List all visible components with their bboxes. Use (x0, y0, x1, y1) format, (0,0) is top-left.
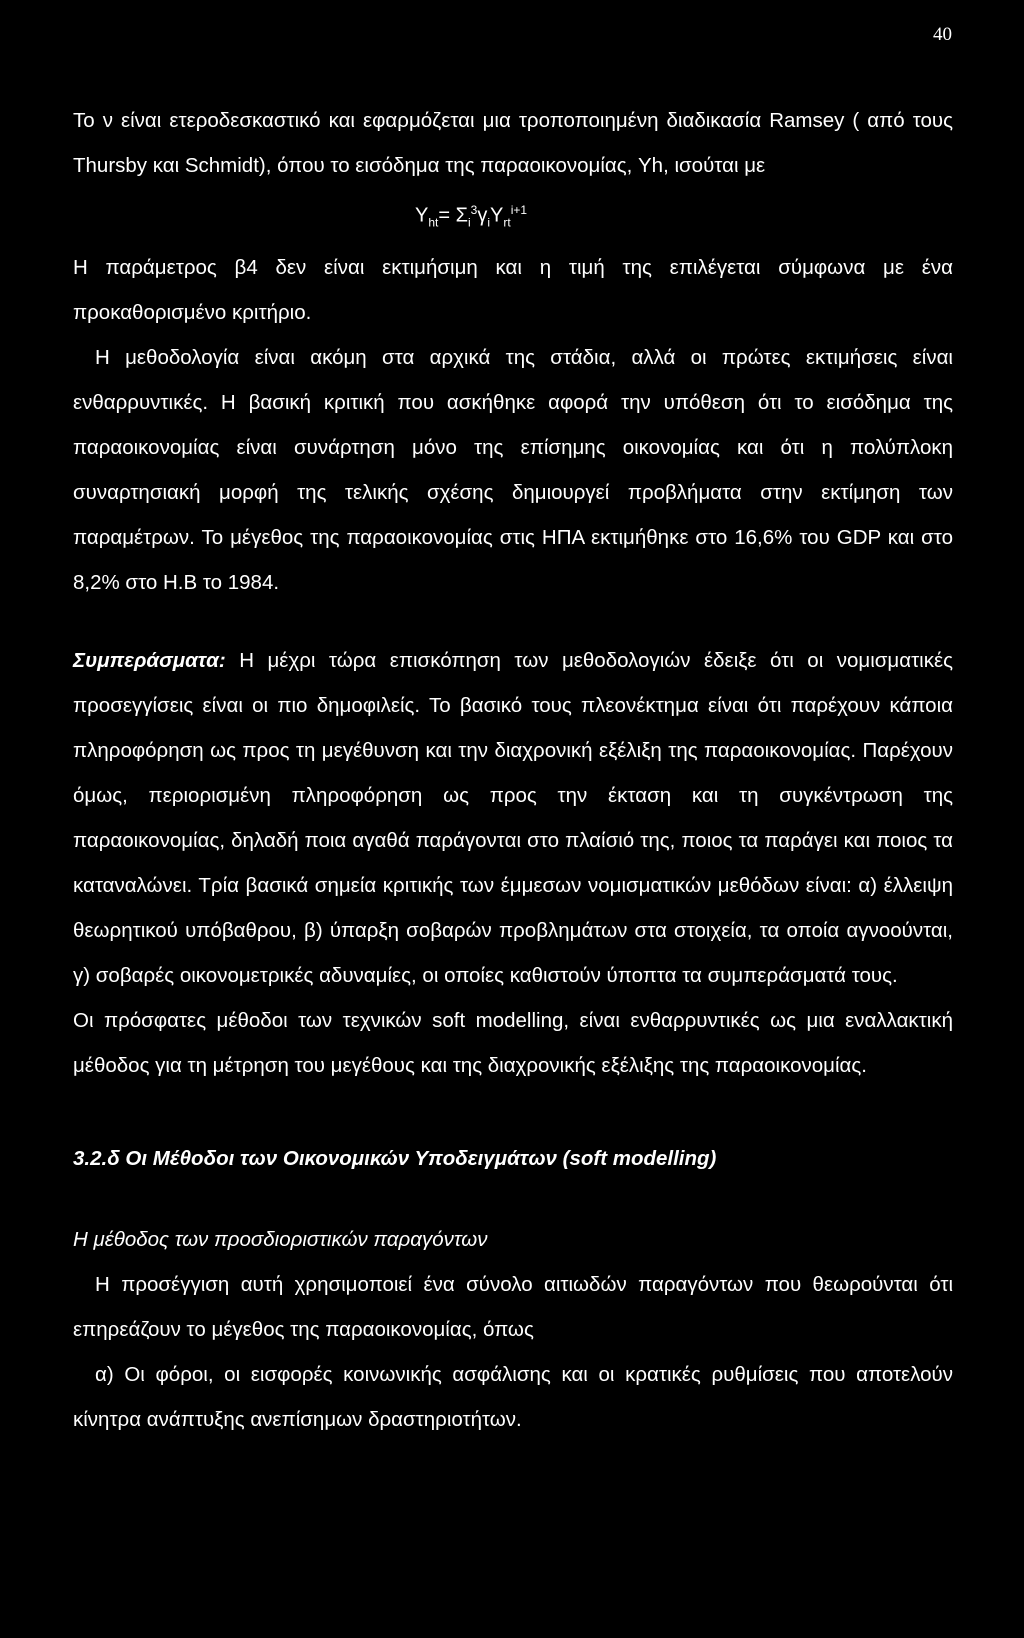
determinants-paragraph: Η προσέγγιση αυτή χρησιμοποιεί ένα σύνολο αιτιωδών παραγόντων που θεωρούνται ότι επηρεάζουν το μέγεθος της παραοικονομίας, όπως (73, 1272, 953, 1341)
spacer (73, 1181, 953, 1217)
page-content (73, 98, 953, 1442)
spacer (73, 1088, 953, 1136)
conclusions-text: Η μέχρι τώρα επισκόπηση των μεθοδολογιών έδειξε ότι οι νομισματικές προσεγγίσεις είναι οι πιο δημοφιλείς. Το βασικό τους πλεονέκτημα είναι ότι παρέχουν κάποια πληροφόρηση ως προς τη μεγέθυνση και την διαχρονική εξέλιξη της παραοικονομίας. Παρέχουν όμως, περιορισμένη πληροφόρηση ως προς την έκταση και τη συγκέντρωση της παραοικονομίας, δηλαδή ποια αγαθά παράγονται στο πλαίσιό της, ποιος τα παράγει και ποιος τα καταναλώνει. Τρία βασικά σημεία κριτικής των έμμεσων νομισματικών μεθόδων είναι: α) έλλειψη θεωρητικού υπόβαθρου, β) ύπαρξη σοβαρών προβλημάτων στα στοιχεία, τα οποία αγνοούνται, γ) σοβαρές οικονομετρικές αδυναμίες, οι οποίες καθιστούν ύποπτα τα συμπεράσματά τους. (73, 648, 953, 987)
methodology-paragraph: Η μεθοδολογία είναι ακόμη στα αρχικά της στάδια, αλλά οι πρώτες εκτιμήσεις είναι ενθαρρυντικές. Η βασική κριτική που ασκήθηκε αφορά την υπόθεση ότι το εισόδημα της παραοικονομίας είναι συνάρτηση μόνο της επίσημης οικονομίας και ότι η πολύπλοκη συναρτησιακή μορφή της τελικής σχέσης δημιουργεί προβλήματα στην εκτίμηση των παραμέτρων. Το μέγεθος της παραοικονομίας στις ΗΠΑ εκτιμήθηκε στο 16,6% του GDP και στο 8,2% στο Η.Β το 1984. (73, 345, 953, 594)
page-number: 40 (933, 24, 952, 45)
spacer (73, 605, 953, 638)
soft-modelling-paragraph: Οι πρόσφατες μέθοδοι των τεχνικών soft modelling, είναι ενθαρρυντικές ως μια εναλλακτική μέθοδος για τη μέτρηση του μεγέθους και της διαχρονικής εξέλιξης της παραοικονομίας. (73, 1008, 953, 1077)
list-item-a: α) Οι φόροι, οι εισφορές κοινωνικής ασφάλισης και οι κρατικές ρυθμίσεις που αποτελούν κίνητρα ανάπτυξης ανεπίσημων δραστηριοτήτων. (73, 1362, 953, 1431)
section-heading: 3.2.δ Οι Μέθοδοι των Οικονομικών Υποδειγμάτων (soft modelling) (73, 1146, 717, 1170)
conclusions-label: Συμπεράσματα: (73, 648, 226, 672)
conclusions-paragraph (73, 638, 953, 998)
ramsey-paragraph: Το ν είναι ετεροδεσκαστικό και εφαρμόζεται μια τροποποιημένη διαδικασία Ramsey ( από τους Thursby και Schmidt), όπου το εισόδημα της παραοικονομίας, Yh, ισούται με (73, 109, 953, 177)
beta-parameter-note: Η παράμετρος β4 δεν είναι εκτιμήσιμη και η τιμή της επιλέγεται σύμφωνα με ένα προκαθορισμένο κριτήριο. (73, 255, 953, 324)
ramsey-formula: $Y_{ht}= \Sigma_i^3\gamma_iY_{rt}^{i+1}$ (415, 203, 528, 230)
section-subheading: Η μέθοδος των προσδιοριστικών παραγόντων (73, 1227, 488, 1251)
